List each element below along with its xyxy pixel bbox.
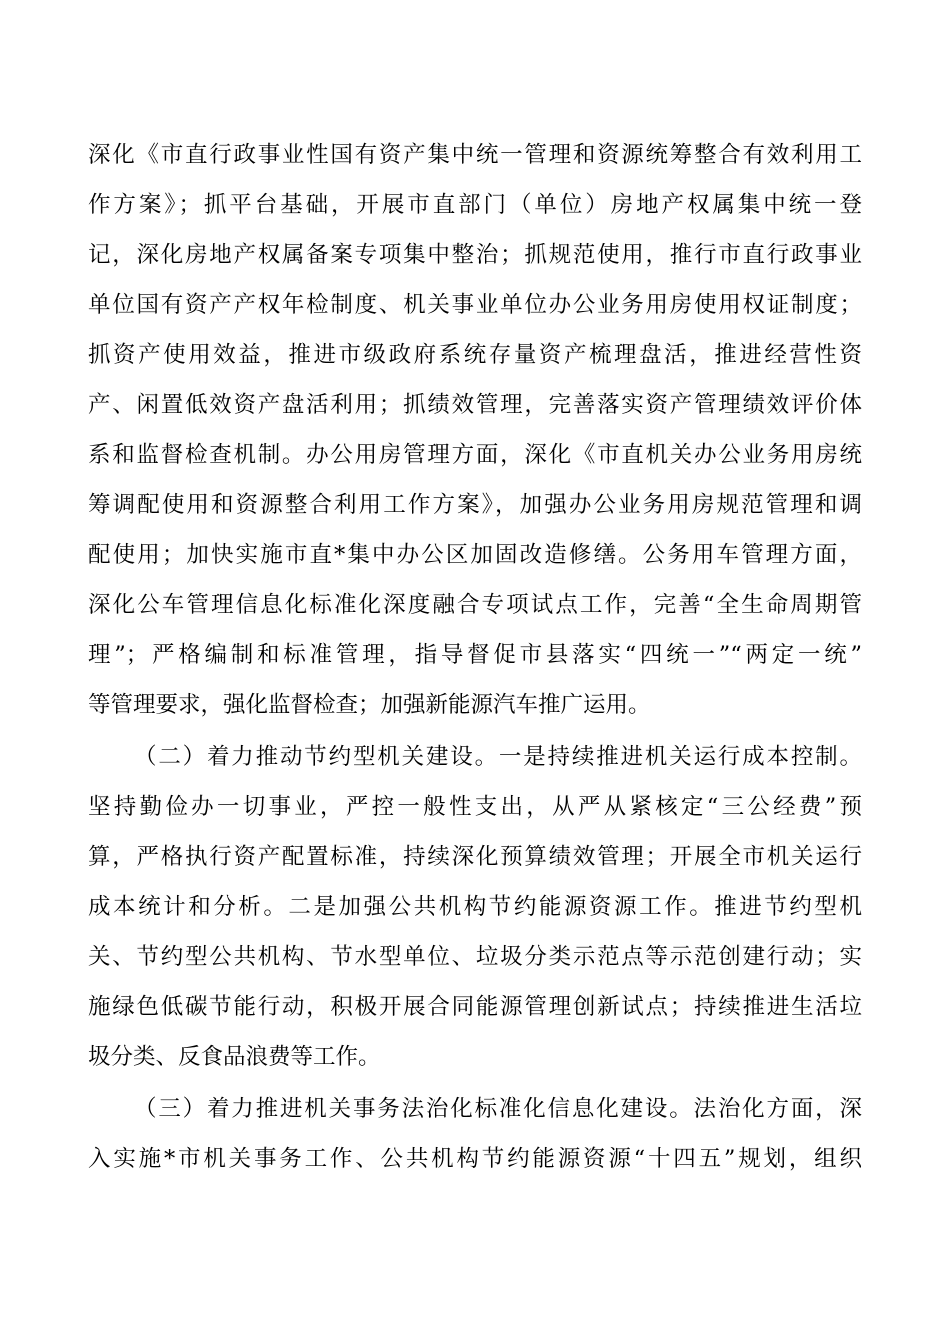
text-line: 关、节约型公共机构、节水型单位、垃圾分类示范点等示范创建行动；实 [88, 944, 862, 970]
text-line: 施绿色低碳节能行动，积极开展合同能源管理创新试点；持续推进生活垃 [88, 994, 862, 1020]
text-line: 系和监督检查机制。办公用房管理方面，深化《市直机关办公业务用房统 [88, 442, 862, 468]
text-line: 圾分类、反食品浪费等工作。 [88, 1044, 381, 1070]
text-line: 理”；严格编制和标准管理，指导督促市县落实“四统一”“两定一统” [88, 642, 862, 668]
text-line: 深化公车管理信息化标准化深度融合专项试点工作，完善“全生命周期管 [88, 592, 862, 618]
text-line: 配使用；加快实施市直*集中办公区加固改造修缮。公务用车管理方面， [88, 542, 862, 568]
text-line: 单位国有资产产权年检制度、机关事业单位办公业务用房使用权证制度； [88, 292, 862, 318]
text-line: 等管理要求，强化监督检查；加强新能源汽车推广运用。 [88, 692, 651, 718]
paragraph-heading-3: （三）着力推进机关事务法治化标准化信息化建设。法治化方面，深 [134, 1096, 862, 1122]
text-line: 记，深化房地产权属备案专项集中整治；抓规范使用，推行市直行政事业 [88, 242, 862, 268]
text-line: 入实施*市机关事务工作、公共机构节约能源资源“十四五”规划，组织 [88, 1146, 862, 1172]
text-line: 产、闲置低效资产盘活利用；抓绩效管理，完善落实资产管理绩效评价体 [88, 392, 862, 418]
text-line: 坚持勤俭办一切事业，严控一般性支出，从严从紧核定“三公经费”预 [88, 794, 862, 820]
text-line: 作方案》；抓平台基础，开展市直部门（单位）房地产权属集中统一登 [88, 192, 862, 218]
paragraph-heading-2: （二）着力推动节约型机关建设。一是持续推进机关运行成本控制。 [134, 744, 862, 770]
text-line: 成本统计和分析。二是加强公共机构节约能源资源工作。推进节约型机 [88, 894, 862, 920]
text-line: 算，严格执行资产配置标准，持续深化预算绩效管理；开展全市机关运行 [88, 844, 862, 870]
text-line: 深化《市直行政事业性国有资产集中统一管理和资源统筹整合有效利用工 [88, 142, 862, 168]
text-line: 筹调配使用和资源整合利用工作方案》，加强办公业务用房规范管理和调 [88, 492, 862, 518]
text-line: 抓资产使用效益，推进市级政府系统存量资产梳理盘活，推进经营性资 [88, 342, 862, 368]
